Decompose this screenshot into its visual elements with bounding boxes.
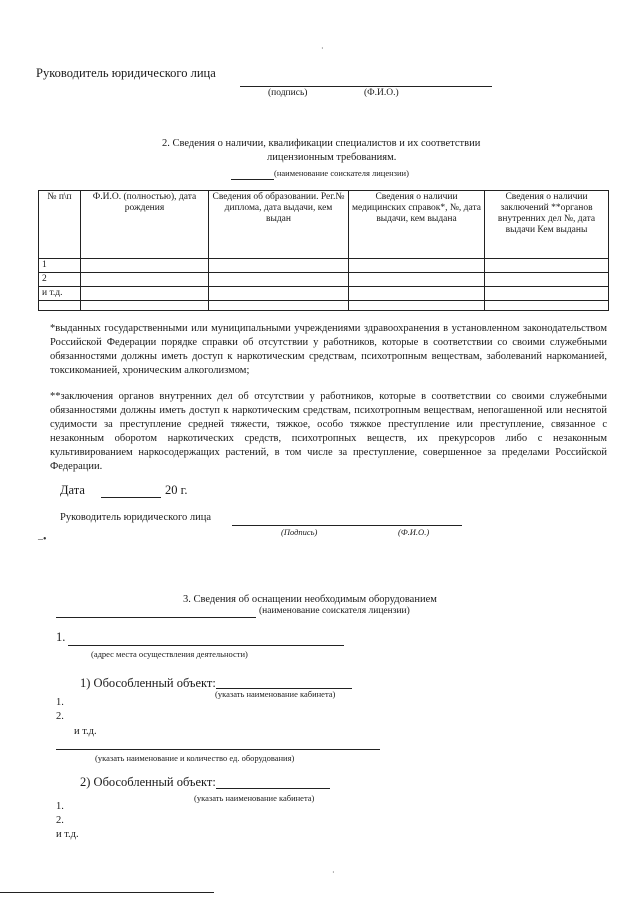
table-cell[interactable] [81,273,209,287]
scan-mark: · [332,868,335,877]
row-number: 1 [39,259,81,273]
table-row [39,301,609,311]
col-header-education: Сведения об образовании. Рег.№ диплома, дата выдачи, кем выдан [209,191,349,259]
table-cell[interactable] [485,301,609,311]
signature-caption-bottom: (Подпись) [281,527,318,537]
applicant-line-s2[interactable] [231,179,274,180]
head-label-top: Руководитель юридического лица [36,66,216,80]
section2-title-line1: 2. Сведения о наличии, квалификации специалистов и их соответствии [162,138,481,149]
scan-mark: · [321,44,324,53]
col-header-fio: Ф.И.О. (полностью), дата рождения [81,191,209,259]
applicant-caption-s3: (наименование соискателя лицензии) [259,606,410,616]
equipment-caption: (указать наименование и количество ед. оборудования) [95,753,295,763]
object2-item: 2. [56,815,64,826]
head-label-bottom: Руководитель юридического лица [60,512,212,523]
table-header-row [39,191,609,259]
col-header-number: № п\п [39,191,81,259]
table-row [39,273,609,287]
object1-item: 1. [56,697,64,708]
year-label: 20 г. [165,483,188,497]
row-number [39,301,81,311]
table-cell[interactable] [209,301,349,311]
address-line[interactable] [68,645,344,646]
object1-caption: (указать наименование кабинета) [215,689,336,699]
object1-item: 2. [56,711,64,722]
table-cell[interactable] [349,259,485,273]
footnote-police: **заключения органов внутренних дел об отсутствии у работников, которые в соответствии со своими служебными обязанностями должны иметь доступ к наркотическим средствам, психотропным веществам, непогашенной или неснятой судимости за преступление средней тяжести, тяжкое, особо тяжкое преступление или преступление, связанное с незаконным оборотом наркотических средств, психотропных веществ, их прекурсоров либо с незаконным культивированием наркосодержащих растений, в том числе за преступление, совершенное за пределами Российской Федерации. [50,391,607,472]
table-cell[interactable] [485,287,609,301]
specialists-table [38,190,609,311]
object2-line[interactable] [216,788,330,789]
col-header-medical: Сведения о наличии медицинских справок*, №, дата выдачи, кем выдана [349,191,485,259]
row-number: 2 [39,273,81,287]
table-row [39,259,609,273]
table-cell[interactable] [81,301,209,311]
object2-caption: (указать наименование кабинета) [194,793,315,803]
fio-caption-top: (Ф.И.О.) [364,88,399,98]
table-cell[interactable] [209,287,349,301]
signature-line-top[interactable] [240,86,492,87]
table-cell[interactable] [81,287,209,301]
table-cell[interactable] [209,273,349,287]
footnote-medical: *выданных государственными или муниципальными учреждениями здравоохранения в установленном законодательством Российской Федерации порядке справки об отсутствии у работников, которые в соответствии со своими служебными обязанностями должны иметь доступ к наркотическим средствам, психотропным веществам, заболеваний наркоманией, токсикоманией, хроническим алкоголизмом; [50,323,607,376]
applicant-line-s3[interactable] [56,617,256,618]
table-cell[interactable] [349,273,485,287]
section3-title: 3. Сведения об оснащении необходимым оборудованием [183,594,437,605]
table-row [39,287,609,301]
object1-item: и т.д. [74,726,97,737]
section2-title-line2: лицензионным требованиям. [267,152,397,163]
fio-caption-bottom: (Ф.И.О.) [398,527,430,537]
scan-mark: –• [38,534,47,545]
address-caption: (адрес места осуществления деятельности) [91,649,248,659]
date-line[interactable] [101,497,161,498]
signature-caption-top: (подпись) [268,88,308,98]
table-cell[interactable] [209,259,349,273]
object2-item: 1. [56,801,64,812]
table-cell[interactable] [485,273,609,287]
table-cell[interactable] [349,287,485,301]
bottom-rule [0,892,214,893]
object2-item: и т.д. [56,829,79,840]
address-number: 1. [56,630,66,644]
equipment-line[interactable] [56,749,380,750]
row-number: и т.д. [39,287,81,301]
signature-line-bottom[interactable] [232,525,462,526]
col-header-police: Сведения о наличии заключений **органов внутренних дел №, дата выдачи Кем выданы [485,191,609,259]
table-cell[interactable] [81,259,209,273]
date-label: Дата [60,483,85,497]
applicant-caption-s2: (наименование соискателя лицензии) [274,168,409,178]
table-cell[interactable] [485,259,609,273]
object2-label: 2) Обособленный объект: [80,775,216,789]
table-cell[interactable] [349,301,485,311]
object1-label: 1) Обособленный объект: [80,676,216,690]
